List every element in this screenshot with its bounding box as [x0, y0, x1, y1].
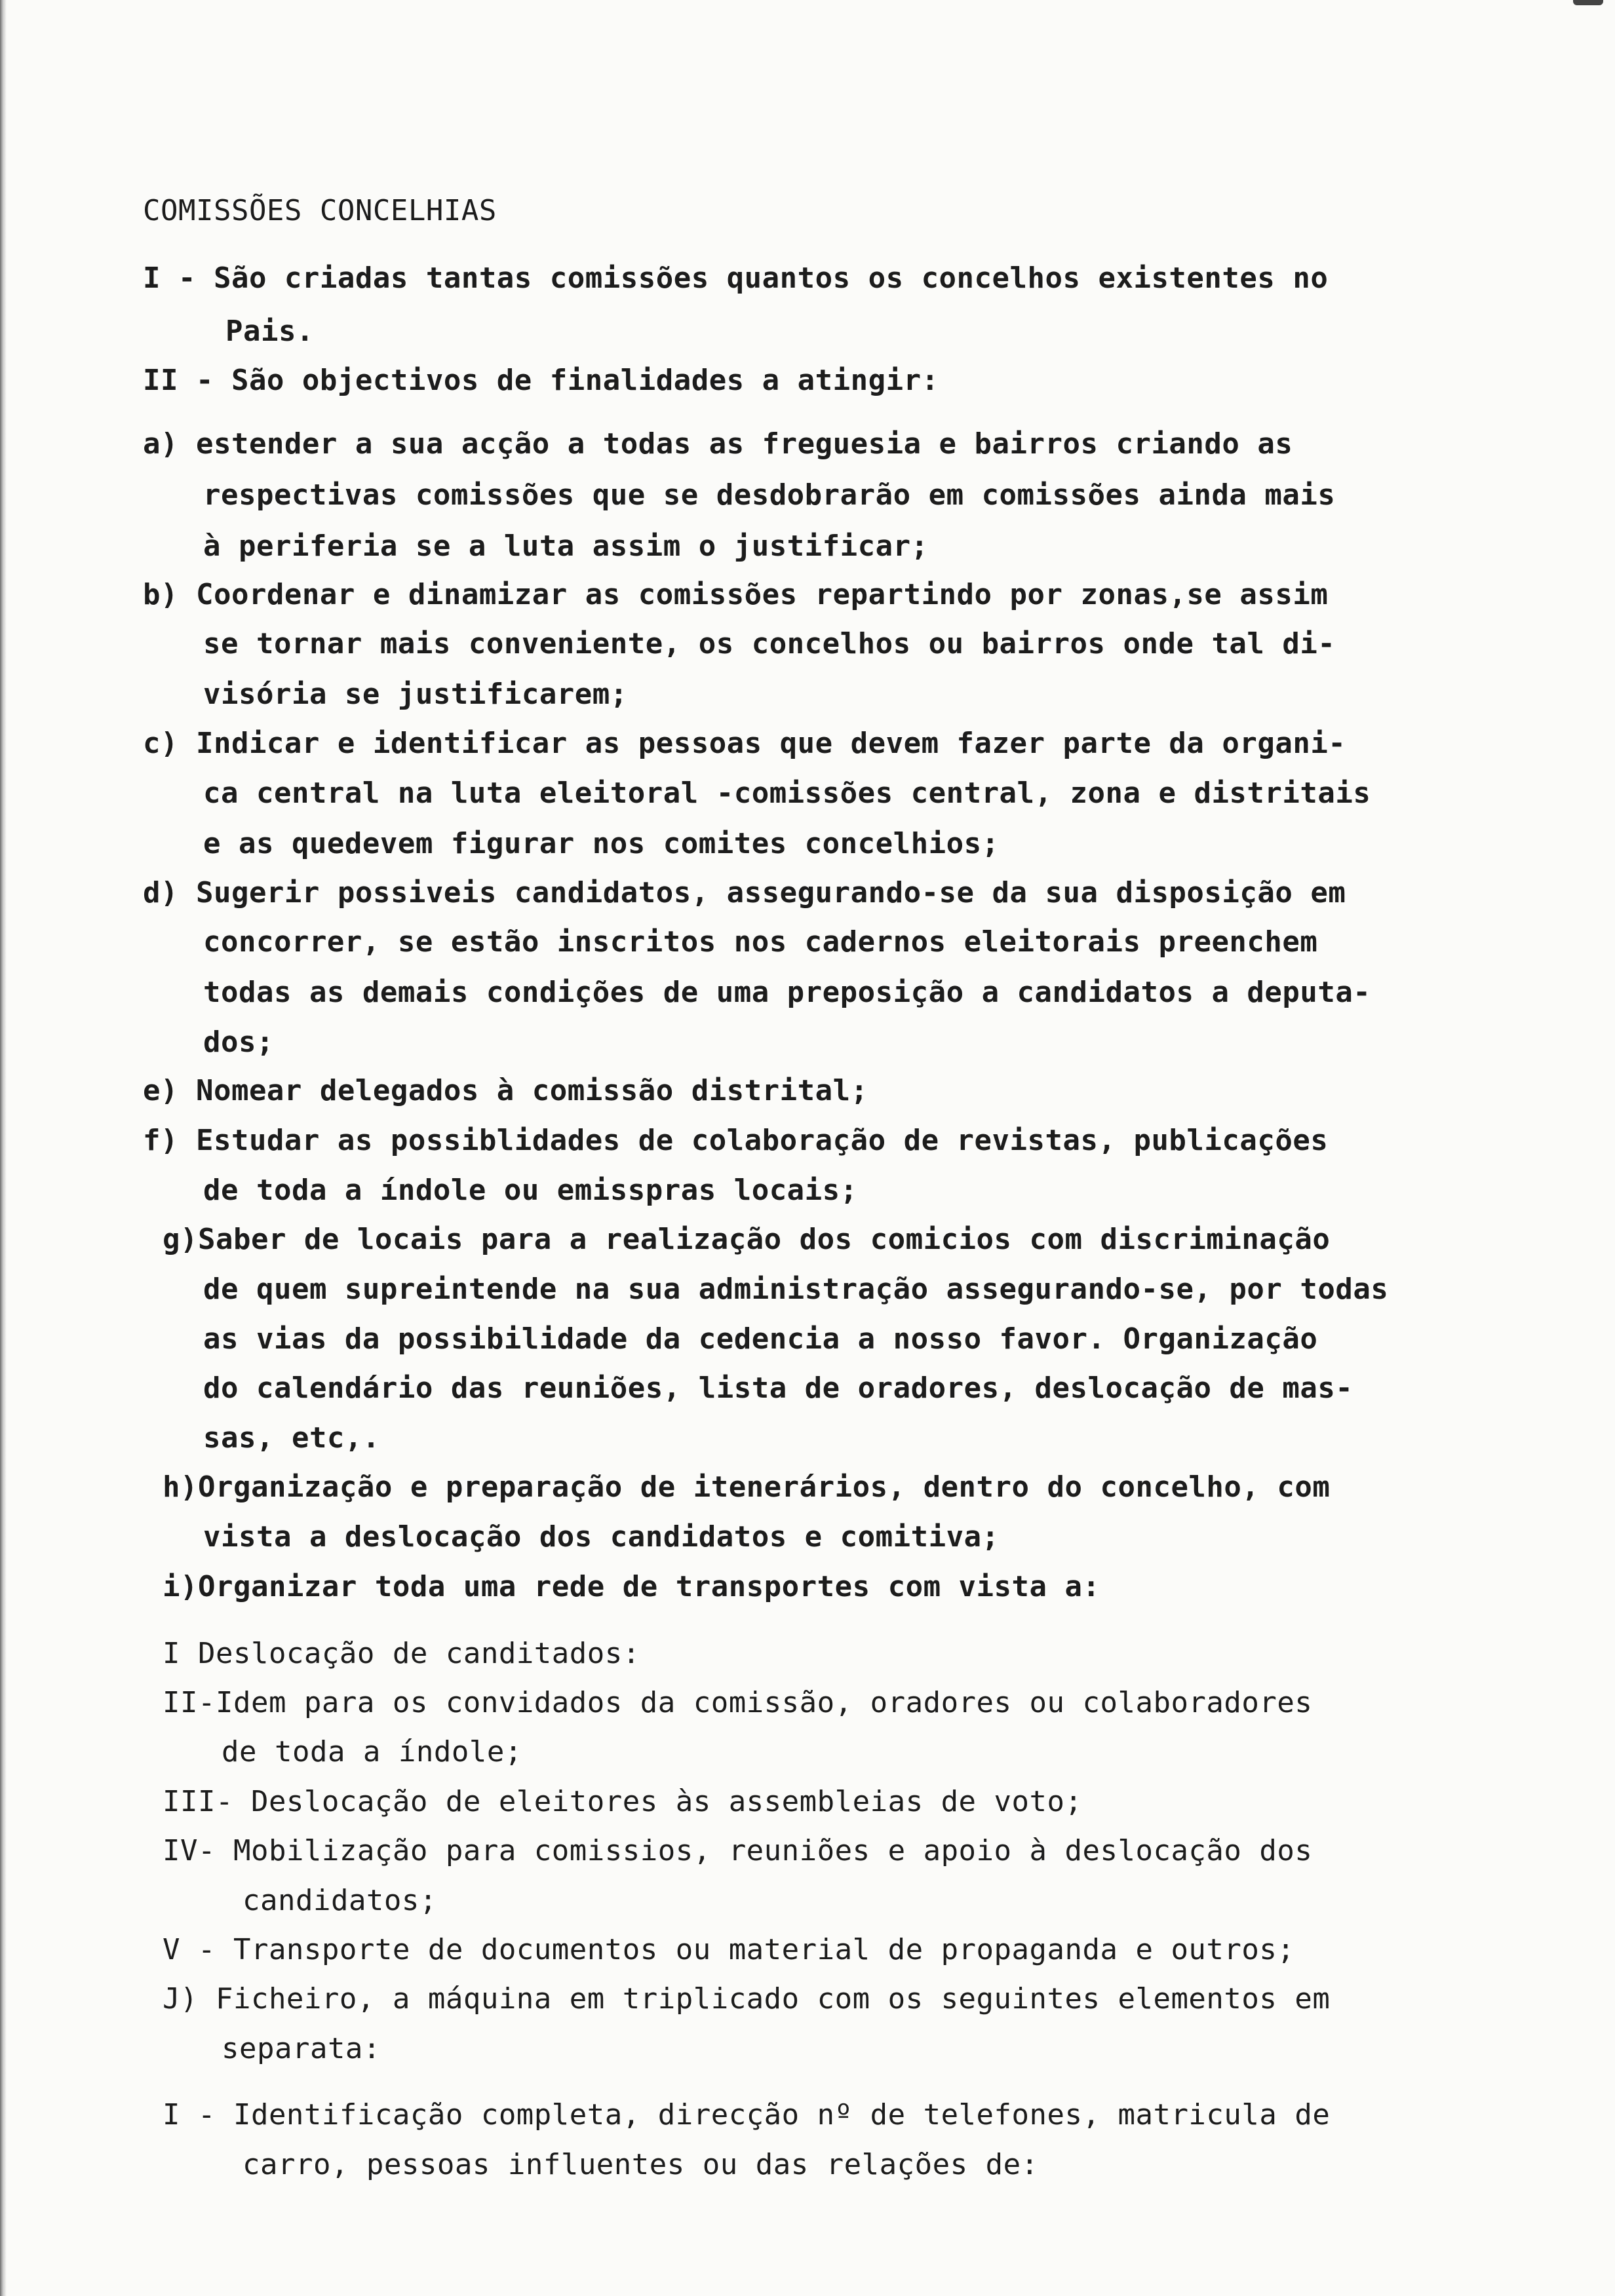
text-line-i-I: I Deslocação de canditados:: [163, 1637, 640, 1670]
text-line-d-3: todas as demais condições de uma preposição a candidatos a deputa-: [203, 976, 1371, 1009]
text-line-d-1: d) Sugerir possiveis candidatos, assegurando-se da sua disposição em: [143, 876, 1346, 909]
text-line-j-1: J) Ficheiro, a máquina em triplicado com os seguintes elementos em: [163, 1982, 1331, 2016]
text-line-II: II - São objectivos de finalidades a atingir:: [143, 364, 939, 397]
text-line-c-3: e as quedevem figurar nos comites concelhios;: [203, 827, 1000, 860]
text-line-b-1: b) Coordenar e dinamizar as comissões repartindo por zonas,se assim: [143, 578, 1329, 611]
text-line-b-2: se tornar mais conveniente, os concelhos ou bairros onde tal di-: [203, 627, 1336, 660]
text-line-c-1: c) Indicar e identificar as pessoas que devem fazer parte da organi-: [143, 727, 1346, 760]
text-line-a-2: respectivas comissões que se desdobrarão em comissões ainda mais: [203, 478, 1336, 512]
text-line-h-2: vista a deslocação dos candidatos e comitiva;: [203, 1520, 1000, 1554]
text-line-c-2: ca central na luta eleitoral -comissões central, zona e distritais: [203, 776, 1371, 810]
text-line-d-4: dos;: [203, 1025, 274, 1059]
text-line-a-3: à periferia se a luta assim o justificar;: [203, 529, 929, 563]
text-line-I-b: Pais.: [225, 315, 314, 348]
text-line-g-1: g)Saber de locais para a realização dos comicios com discriminação: [163, 1223, 1331, 1256]
text-line-f-1: f) Estudar as possiblidades de colaboração de revistas, publicações: [143, 1124, 1329, 1157]
text-line-g-4: do calendário das reuniões, lista de oradores, deslocação de mas-: [203, 1371, 1353, 1405]
text-line-i-IV-2: candidatos;: [243, 1884, 437, 1917]
text-line-g-3: as vias da possibilidade da cedencia a nosso favor. Organização: [203, 1322, 1318, 1356]
text-line-e-1: e) Nomear delegados à comissão distrital;: [143, 1074, 868, 1107]
text-line-I-a: I - São criadas tantas comissões quantos os concelhos existentes no: [143, 261, 1329, 295]
text-line-i-IV-1: IV- Mobilização para comissios, reuniões e apoio à deslocação dos: [163, 1834, 1313, 1867]
text-line-i-II-2: de toda a índole;: [222, 1735, 522, 1769]
text-line-i-II-1: II-Idem para os convidados da comissão, oradores ou colaboradores: [163, 1686, 1313, 1719]
text-line-i-1: i)Organizar toda uma rede de transportes com vista a:: [163, 1570, 1100, 1603]
text-line-a-1: a) estender a sua acção a todas as freguesia e bairros criando as: [143, 427, 1293, 461]
text-line-d-2: concorrer, se estão inscritos nos cadernos eleitorais preenchem: [203, 925, 1318, 959]
text-line-i-V: V - Transporte de documentos ou material de propaganda e outros;: [163, 1933, 1295, 1966]
text-line-j-I-1: I - Identificação completa, direcção nº de telefones, matricula de: [163, 2098, 1331, 2132]
text-line-g-5: sas, etc,.: [203, 1421, 380, 1455]
text-line-j-I-2: carro, pessoas influentes ou das relações de:: [243, 2148, 1039, 2181]
document-title: COMISSÕES CONCELHIAS: [143, 194, 497, 227]
text-line-h-1: h)Organização e preparação de itenerários, dentro do concelho, com: [163, 1470, 1331, 1504]
text-line-g-2: de quem supreintende na sua administração assegurando-se, por todas: [203, 1272, 1389, 1306]
text-line-j-2: separata:: [222, 2032, 381, 2065]
text-line-b-3: visória se justificarem;: [203, 678, 628, 711]
text-line-f-2: de toda a índole ou emisspras locais;: [203, 1174, 858, 1207]
text-line-i-III: III- Deslocação de eleitores às assembleias de voto;: [163, 1785, 1083, 1818]
